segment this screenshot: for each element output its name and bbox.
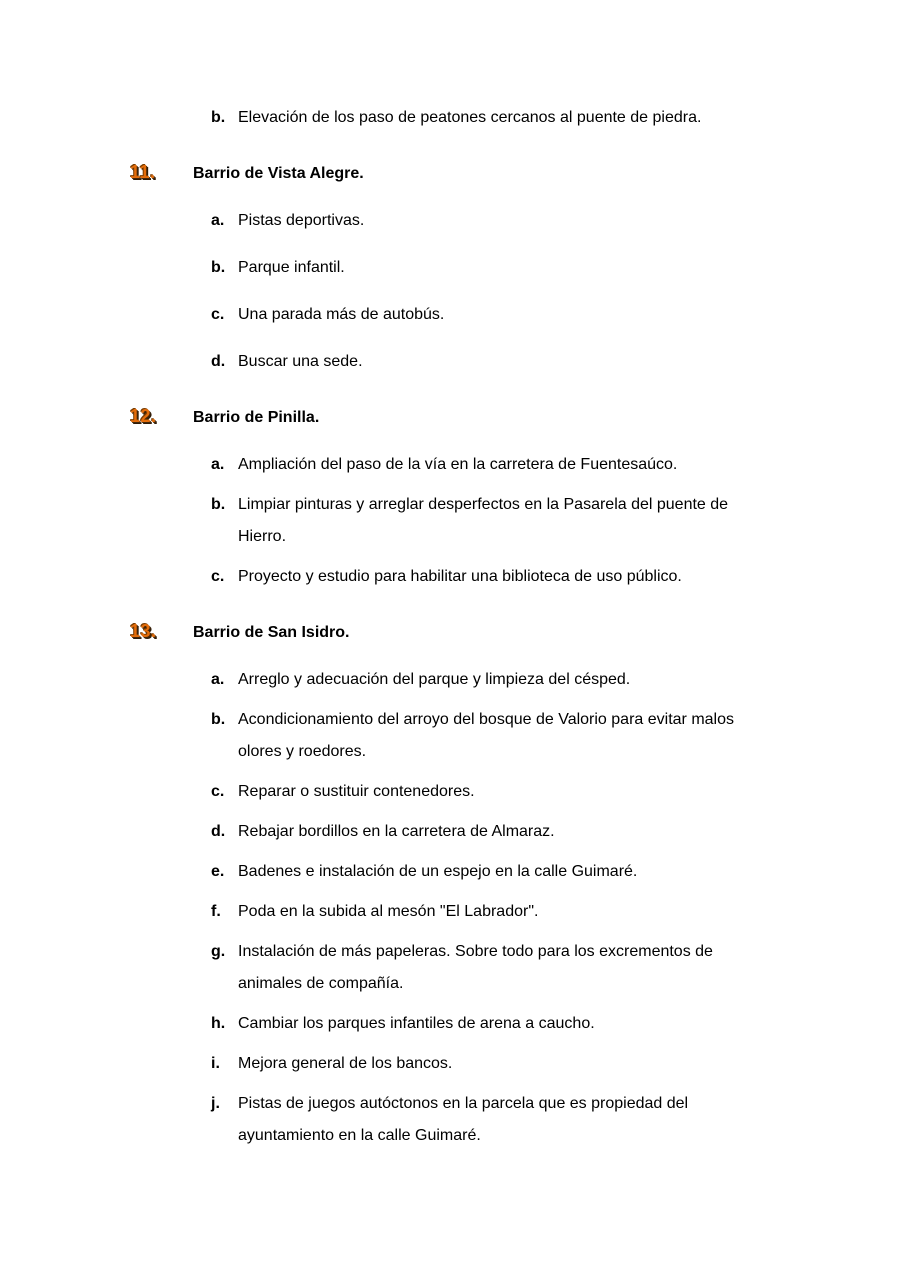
list-item [211, 299, 778, 331]
sections-container [130, 156, 778, 1152]
section-heading [130, 156, 778, 190]
section-item-list [130, 664, 778, 1152]
item-letter: b. [211, 496, 226, 513]
item-text: Buscar una sede. [238, 353, 363, 370]
list-item [211, 205, 778, 237]
numbered-section [130, 156, 778, 378]
item-text: Cambiar los parques infantiles de arena a caucho. [238, 1015, 595, 1032]
item-text: Arreglo y adecuación del parque y limpieza del césped. [238, 671, 631, 688]
list-item [211, 346, 778, 378]
list-item [211, 776, 778, 808]
section-title: Barrio de Pinilla. [193, 409, 320, 426]
list-item [211, 449, 778, 481]
item-letter: i. [211, 1055, 220, 1072]
list-item [211, 896, 778, 928]
list-item [211, 936, 778, 1000]
item-text: Mejora general de los bancos. [238, 1055, 453, 1072]
list-item [211, 489, 778, 553]
item-letter: c. [211, 783, 225, 800]
item-text: Rebajar bordillos en la carretera de Almaraz. [238, 823, 555, 840]
list-item [211, 1008, 778, 1040]
section-title: Barrio de San Isidro. [193, 624, 350, 641]
item-letter: c. [211, 568, 225, 585]
item-letter: b. [211, 109, 226, 126]
item-letter: a. [211, 456, 225, 473]
section-number: 11. [130, 162, 156, 182]
section-heading [130, 400, 778, 434]
list-item [211, 856, 778, 888]
item-text: Pistas deportivas. [238, 212, 365, 229]
section-number: 13. [130, 621, 157, 641]
list-item [211, 252, 778, 284]
item-letter: e. [211, 863, 225, 880]
list-item [211, 704, 778, 768]
item-letter: b. [211, 259, 226, 276]
item-letter: a. [211, 671, 225, 688]
item-letter: j. [211, 1095, 220, 1112]
item-text: Limpiar pinturas y arreglar desperfectos en la Pasarela del puente de Hierro. [238, 496, 729, 545]
item-letter: g. [211, 943, 226, 960]
list-item [211, 1088, 778, 1152]
item-letter: h. [211, 1015, 226, 1032]
item-text: Pistas de juegos autóctonos en la parcela que es propiedad del ayuntamiento en la calle Guimaré. [238, 1095, 689, 1144]
list-item [211, 816, 778, 848]
section-title: Barrio de Vista Alegre. [193, 165, 364, 182]
item-text: Una parada más de autobús. [238, 306, 445, 323]
item-text: Parque infantil. [238, 259, 345, 276]
item-text: Poda en la subida al mesón "El Labrador". [238, 903, 539, 920]
item-text: Elevación de los paso de peatones cercanos al puente de piedra. [238, 109, 702, 126]
list-item [211, 1048, 778, 1080]
continuation-list-item [211, 102, 778, 134]
item-text: Proyecto y estudio para habilitar una biblioteca de uso público. [238, 568, 682, 585]
numbered-section [130, 615, 778, 1152]
item-letter: a. [211, 212, 225, 229]
section-number: 12. [130, 406, 157, 426]
item-letter: c. [211, 306, 225, 323]
item-letter: d. [211, 823, 226, 840]
item-letter: f. [211, 903, 221, 920]
item-letter: b. [211, 711, 226, 728]
item-text: Acondicionamiento del arroyo del bosque de Valorio para evitar malos olores y roedores. [238, 711, 734, 760]
item-text: Ampliación del paso de la vía en la carretera de Fuentesaúco. [238, 456, 678, 473]
list-item [211, 664, 778, 696]
item-letter: d. [211, 353, 226, 370]
section-item-list [130, 205, 778, 378]
item-text: Reparar o sustituir contenedores. [238, 783, 475, 800]
section-item-list [130, 449, 778, 593]
list-item [211, 561, 778, 593]
item-text: Instalación de más papeleras. Sobre todo para los excrementos de animales de compañía. [238, 943, 713, 992]
numbered-section [130, 400, 778, 593]
section-heading [130, 615, 778, 649]
item-text: Badenes e instalación de un espejo en la calle Guimaré. [238, 863, 638, 880]
